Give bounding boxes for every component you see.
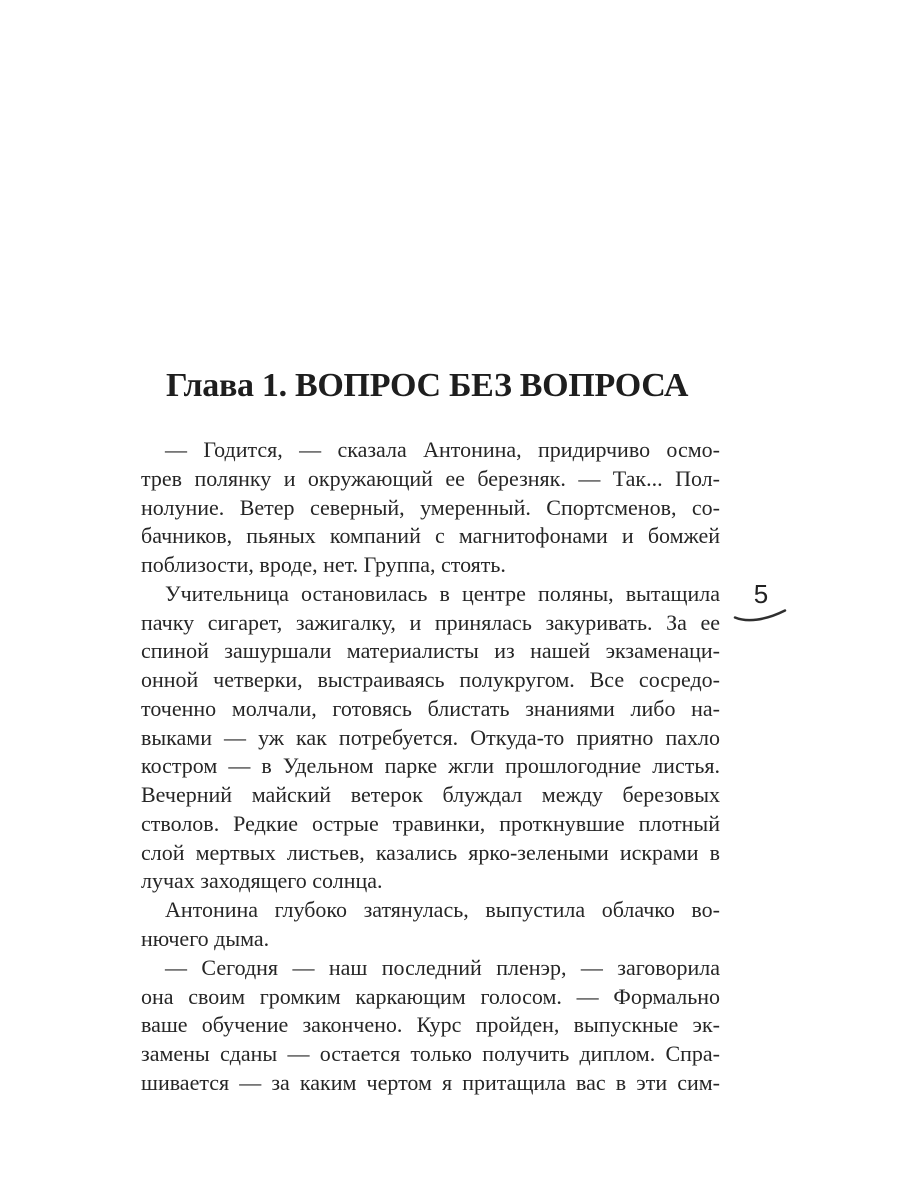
- text-line: трев полянку и окружающий ее березняк. — Так... Пол-: [141, 465, 720, 491]
- paragraph: [141, 896, 720, 954]
- text-line: поблизости, вроде, нет. Группа, стоять.: [141, 552, 506, 578]
- text-line: костром — в Удельном парке жгли прошлогодние листья.: [141, 753, 720, 779]
- text-line: замены сданы — остается только получить диплом. Спра-: [141, 1041, 720, 1067]
- text-line: нючего дыма.: [141, 926, 270, 952]
- chapter-title: Глава 1. ВОПРОС БЕЗ ВОПРОСА: [166, 367, 689, 404]
- text-line: онной четверки, выстраиваясь полукругом. Все сосредо-: [141, 667, 720, 693]
- text-line: Антонина глубоко затянулась, выпустила облачко во-: [165, 897, 720, 923]
- paragraph: [141, 580, 720, 896]
- text-line: лучах заходящего солнца.: [141, 868, 383, 894]
- flourish-icon: [729, 606, 791, 626]
- text-line: ваше обучение закончено. Курс пройден, выпускные эк-: [141, 1012, 720, 1038]
- text-line: — Годится, — сказала Антонина, придирчиво осмо-: [165, 437, 720, 462]
- text-line: она своим громким каркающим голосом. — Формально: [141, 983, 720, 1009]
- text-line: точенно молчали, готовясь блистать знаниями либо на-: [141, 695, 720, 721]
- text-line: Вечерний майский ветерок блуждал между березовых: [141, 782, 720, 808]
- text-line: шивается — за каким чертом я притащила вас в эти сим-: [141, 1069, 720, 1095]
- text-line: Учительница остановилась в центре поляны, вытащила: [165, 580, 720, 606]
- text-line: спиной зашуршали материалисты из нашей экзаменаци-: [141, 638, 720, 664]
- text-line: нолуние. Ветер северный, умеренный. Спортсменов, со-: [141, 494, 720, 520]
- text-line: — Сегодня — наш последний пленэр, — заговорила: [165, 954, 720, 980]
- page-number: 5: [753, 579, 769, 609]
- paragraph: [141, 954, 720, 1098]
- text-line: слой мертвых листьев, казались ярко-зелеными искрами в: [141, 839, 720, 865]
- text-line: бачников, пьяных компаний с магнитофонами и бомжей: [141, 523, 720, 549]
- text-line: пачку сигарет, зажигалку, и принялась закуривать. За ее: [141, 609, 720, 635]
- paragraph: [141, 436, 720, 580]
- text-line: выками — уж как потребуется. Откуда-то приятно пахло: [141, 724, 720, 750]
- body-text: [141, 436, 720, 1098]
- text-line: стволов. Редкие острые травинки, проткнувшие плотный: [141, 810, 720, 836]
